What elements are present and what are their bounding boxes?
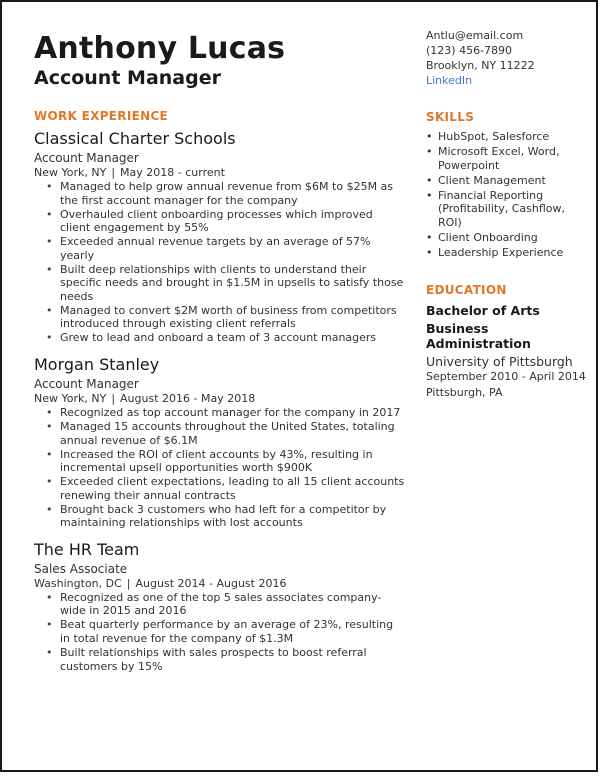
separator: |	[126, 576, 131, 590]
job-role: Account Manager	[34, 151, 139, 165]
contact-phone: (123) 456-7890	[426, 44, 513, 57]
separator: |	[111, 166, 116, 179]
skill-item: • Leadership Experience	[426, 246, 586, 260]
education-degree: Bachelor of Arts	[426, 303, 540, 318]
job-location-dates	[34, 577, 406, 591]
job-bullet: • Brought back 3 customers who had left for a competitor by maintaining relationships with lost accounts	[46, 503, 406, 530]
job-bullet: • Managed 15 accounts throughout the United States, totaling annual revenue of $6.1M	[46, 420, 406, 447]
work-experience-heading: WORK EXPERIENCE	[34, 109, 169, 123]
job-bullet: • Built relationships with sales prospects to boost referral customers by 15%	[46, 646, 406, 673]
education-heading: EDUCATION	[426, 283, 507, 297]
linkedin-link[interactable]: LinkedIn	[426, 74, 473, 87]
skills-list	[426, 130, 586, 259]
main-column	[34, 32, 406, 674]
job-company: The HR Team	[34, 539, 140, 559]
candidate-title: Account Manager	[34, 67, 221, 89]
job-bullet: • Managed to convert $2M worth of business from competitors introduced through existing client referrals	[46, 304, 406, 331]
skill-item: • HubSpot, Salesforce	[426, 130, 586, 144]
job-location: New York, NY	[34, 391, 107, 405]
contact-email: Antlu@email.com	[426, 29, 524, 42]
job-role: Account Manager	[34, 376, 139, 391]
skill-item: • Microsoft Excel, Word, Powerpoint	[426, 145, 586, 172]
skill-item: • Client Management	[426, 174, 586, 188]
candidate-name: Anthony Lucas	[34, 31, 286, 66]
education-school: University of Pittsburgh	[426, 353, 573, 369]
contact-location: Brooklyn, NY 11222	[426, 59, 535, 72]
job-dates: May 2018 - current	[120, 166, 225, 179]
education-dates: September 2010 - April 2014	[426, 369, 586, 383]
job-bullets	[34, 180, 406, 345]
job-bullet: • Exceeded annual revenue targets by an average of 57% yearly	[46, 235, 406, 262]
contact-block	[426, 28, 586, 88]
separator: |	[111, 391, 116, 405]
job-entry	[34, 129, 406, 345]
job-bullet: • Overhauled client onboarding processes which improved client engagement by 55%	[46, 208, 406, 235]
job-role: Sales Associate	[34, 561, 128, 576]
job-dates: August 2014 - August 2016	[135, 576, 287, 590]
job-bullet: • Managed to help grow annual revenue from $6M to $25M as the first account manager for the company	[46, 180, 406, 207]
sidebar-column	[426, 28, 586, 400]
job-bullets	[34, 591, 406, 673]
job-entry	[34, 540, 406, 673]
education-major: Business Administration	[426, 320, 531, 351]
job-bullet: • Exceeded client expectations, leading to all 15 client accounts renewing their annual contracts	[46, 475, 406, 502]
skill-item: • Financial Reporting (Profitability, Cashflow, ROI)	[426, 189, 586, 230]
job-location-dates	[34, 166, 406, 180]
job-location: Washington, DC	[34, 576, 122, 590]
skills-heading: SKILLS	[426, 110, 475, 124]
education-location: Pittsburgh, PA	[426, 385, 503, 399]
job-company: Morgan Stanley	[34, 354, 160, 374]
job-entry	[34, 355, 406, 530]
skill-item: • Client Onboarding	[426, 231, 586, 245]
job-bullets	[34, 406, 406, 530]
job-company: Classical Charter Schools	[34, 129, 236, 148]
job-bullet: • Beat quarterly performance by an average of 23%, resulting in total revenue for the company of $1.3M	[46, 618, 406, 645]
job-bullet: • Grew to lead and onboard a team of 3 account managers	[46, 331, 406, 345]
job-location: New York, NY	[34, 166, 107, 179]
job-dates: August 2016 - May 2018	[120, 391, 256, 405]
job-bullet: • Increased the ROI of client accounts by 43%, resulting in incremental upsell opportunities worth $900K	[46, 448, 406, 475]
job-bullet: • Built deep relationships with clients to understand their specific needs and brought in $1.5M in upsells to satisfy those needs	[46, 263, 406, 304]
job-bullet: • Recognized as one of the top 5 sales associates company-wide in 2015 and 2016	[46, 591, 406, 618]
job-location-dates	[34, 392, 406, 406]
job-bullet: • Recognized as top account manager for the company in 2017	[46, 406, 406, 420]
